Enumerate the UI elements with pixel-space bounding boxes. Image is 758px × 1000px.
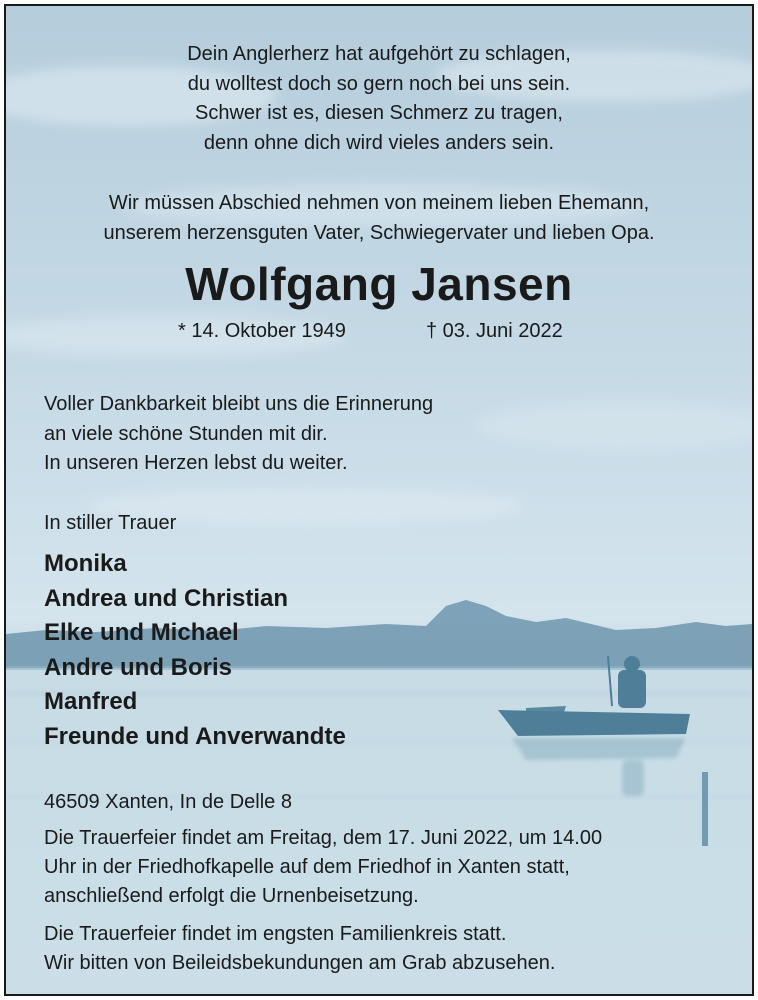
gratitude-line: In unseren Herzen lebst du weiter.	[44, 452, 348, 474]
deceased-name: Wolfgang Jansen	[185, 258, 573, 310]
ceremony-info	[44, 824, 602, 911]
poem-line: du wolltest doch so gern noch bei uns sein.	[187, 72, 571, 95]
death-date: † 03. Juni 2022	[426, 320, 563, 342]
poem-line: denn ohne dich wird vieles anders sein.	[203, 131, 555, 154]
mourner: Andre und Boris	[44, 653, 233, 681]
gratitude-text	[44, 390, 433, 479]
intro-line: unserem herzensguten Vater, Schwiegervater und lieben Opa.	[103, 221, 655, 244]
farewell-intro	[6, 189, 752, 248]
birth-date: * 14. Oktober 1949	[178, 320, 346, 342]
gratitude-line: Voller Dankbarkeit bleibt uns die Erinnerung	[44, 393, 434, 415]
mourner: Monika	[44, 550, 127, 577]
poem	[6, 40, 752, 158]
mourners-list	[44, 547, 346, 754]
mourner: Manfred	[44, 688, 138, 715]
condolence-notice	[44, 920, 555, 978]
ceremony-line: Die Trauerfeier findet am Freitag, dem 17. Juni 2022, um 14.00	[44, 827, 603, 849]
gratitude-line: an viele schöne Stunden mit dir.	[44, 422, 328, 445]
mourner: Elke und Michael	[44, 619, 239, 646]
poem-line: Schwer ist es, diesen Schmerz zu tragen,	[195, 102, 563, 124]
mourner: Freunde und Anverwandte	[44, 722, 346, 750]
ceremony-line: Uhr in der Friedhofkapelle auf dem Friedhof in Xanten statt,	[44, 856, 570, 878]
poem-line: Dein Anglerherz hat aufgehört zu schlagen,	[187, 43, 571, 65]
notice-line: Wir bitten von Beileidsbekundungen am Grab abzusehen.	[44, 952, 556, 974]
mourning-label: In stiller Trauer	[44, 512, 177, 534]
intro-line: Wir müssen Abschied nehmen von meinem lieben Ehemann,	[108, 192, 650, 214]
mourner: Andrea und Christian	[44, 584, 289, 612]
obituary-notice	[4, 4, 754, 996]
family-address: 46509 Xanten, In de Delle 8	[44, 791, 292, 813]
ceremony-line: anschließend erfolgt die Urnenbeisetzung.	[44, 885, 419, 907]
notice-line: Die Trauerfeier findet im engsten Familienkreis statt.	[44, 923, 507, 945]
